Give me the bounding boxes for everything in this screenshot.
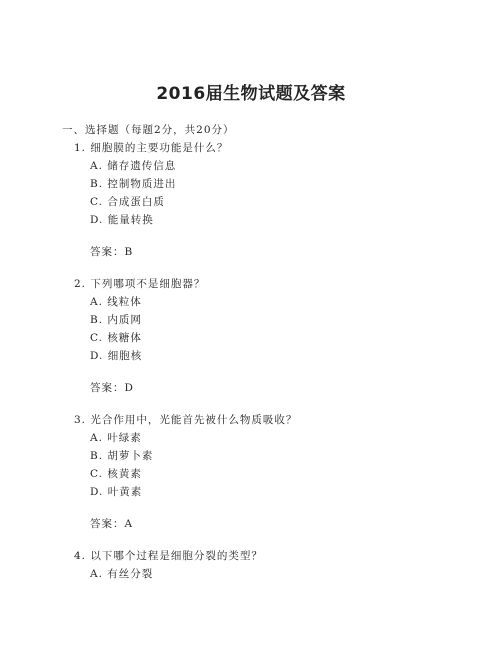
question-1-option-b: B. 控制物质进出 [90, 178, 177, 190]
question-1-option-c: C. 合成蛋白质 [90, 196, 165, 208]
section-heading: 一、选择题（每题2分，共20分） [62, 124, 235, 136]
question-2-option-b: B. 内质网 [90, 314, 142, 326]
question-3-option-b: B. 胡萝卜素 [90, 450, 154, 462]
question-1-text: 1. 细胞膜的主要功能是什么？ [74, 142, 229, 154]
question-2-answer: 答案：D [90, 382, 134, 394]
question-1-answer: 答案：B [90, 246, 134, 258]
question-1-option-a: A. 储存遗传信息 [90, 160, 177, 172]
question-4-option-a: A. 有丝分裂 [90, 568, 154, 580]
question-3-text: 3. 光合作用中，光能首先被什么物质吸收？ [74, 414, 298, 426]
question-3-option-d: D. 叶黄素 [90, 486, 143, 498]
question-2-option-a: A. 线粒体 [90, 296, 142, 308]
question-2-text: 2. 下列哪项不是细胞器？ [74, 278, 206, 290]
page-title: 2016届生物试题及答案 [156, 84, 346, 104]
question-3-option-a: A. 叶绿素 [90, 432, 142, 444]
question-2-option-c: C. 核糖体 [90, 332, 142, 344]
question-4-text: 4. 以下哪个过程是细胞分裂的类型？ [74, 550, 263, 562]
question-3-option-c: C. 核黄素 [90, 468, 142, 480]
question-1-option-d: D. 能量转换 [90, 214, 154, 226]
question-2-option-d: D. 细胞核 [90, 350, 143, 362]
question-3-answer: 答案：A [90, 518, 134, 530]
